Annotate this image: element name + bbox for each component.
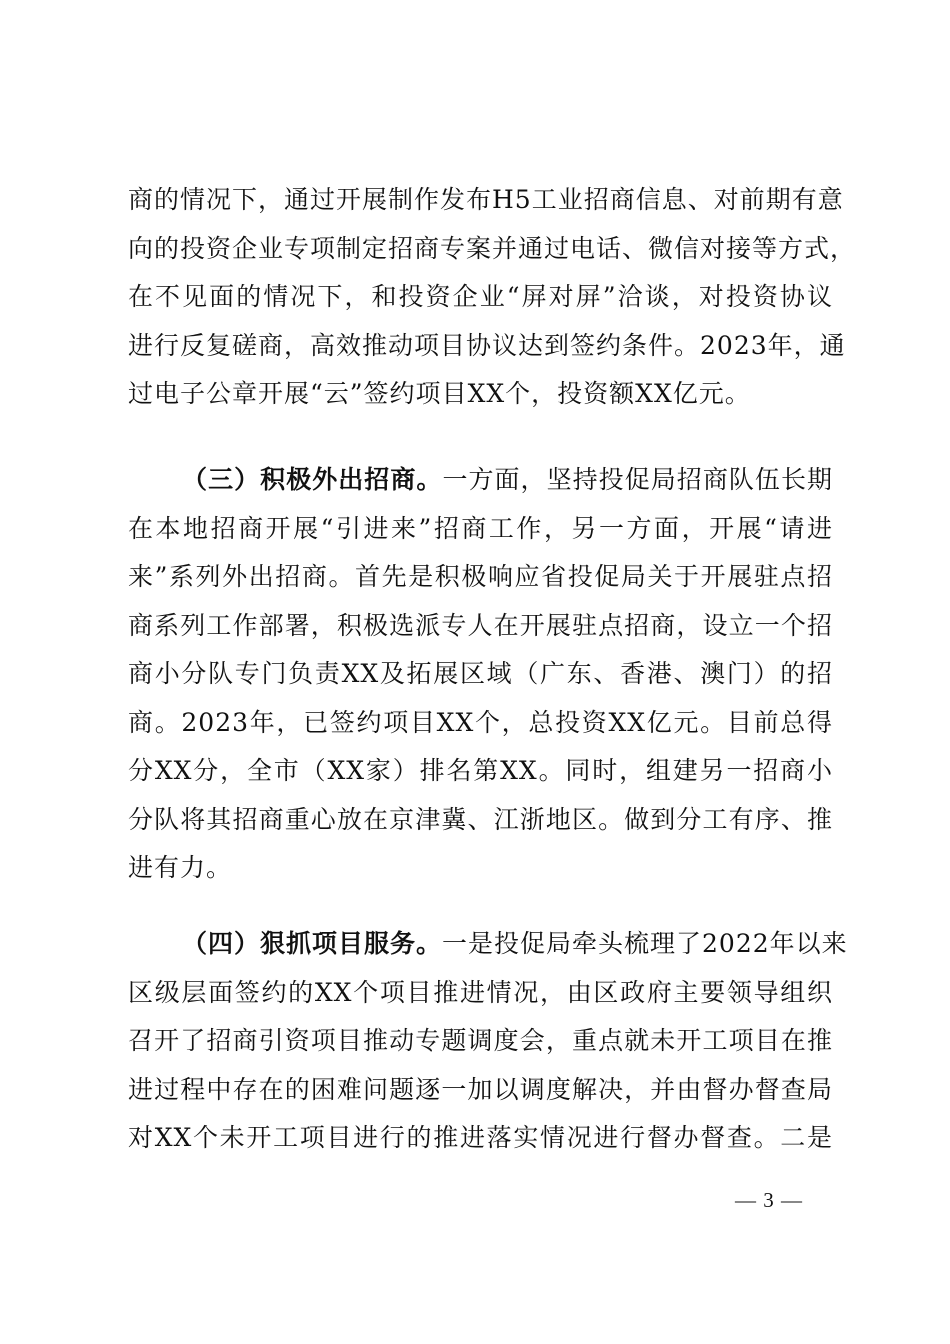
text-line: 分队将其招商重心放在京津冀、江浙地区。做到分工有序、推: [128, 804, 833, 834]
paragraph-section-4: [128, 920, 848, 1163]
text-line-first: [128, 920, 848, 969]
text-line: 商的情况下，通过开展制作发布H5工业招商信息、对前期有意: [128, 185, 844, 214]
paragraph-continuation: [128, 176, 857, 419]
text-line: 召开了招商引资项目推动专题调度会，重点就未开工项目在推: [128, 1026, 833, 1055]
text-line: 分XX分，全市（XX家）排名第XX。同时，组建另一招商小: [128, 756, 833, 785]
text-line: 商。2023年，已签约项目XX个，总投资XX亿元。目前总得: [128, 707, 833, 737]
text-line: 区级层面签约的XX个项目推进情况，由区政府主要领导组织: [128, 977, 833, 1007]
text-line: 来”系列外出招商。首先是积极响应省投促局关于开展驻点招: [128, 562, 833, 591]
text-line: 向的投资企业专项制定招商专案并通过电话、微信对接等方式，: [128, 233, 857, 263]
text-line: 进过程中存在的困难问题逐一加以调度解决，并由督办督查局: [128, 1074, 833, 1104]
paragraph-section-3: [128, 456, 833, 893]
text-line: 进有力。: [128, 853, 233, 882]
text-line: 进行反复磋商，高效推动项目协议达到签约条件。2023年，通: [128, 330, 846, 360]
text-run: 一方面，坚持投促局招商队伍长期: [442, 465, 833, 494]
text-line: 对XX个未开工项目进行的推进落实情况进行督办督查。二是: [128, 1123, 833, 1152]
section-heading: （三）积极外出招商。: [182, 465, 443, 494]
text-line: 商小分队专门负责XX及拓展区域（广东、香港、澳门）的招: [128, 659, 833, 688]
section-heading: （四）狠抓项目服务。: [182, 929, 443, 958]
text-run: 一是投促局牵头梳理了2022年以来: [442, 929, 848, 958]
text-line: 过电子公章开展“云”签约项目XX个，投资额XX亿元。: [128, 379, 751, 408]
text-line: 在本地招商开展“引进来”招商工作，另一方面，开展“请进: [128, 513, 833, 543]
text-line-first: [128, 456, 833, 505]
text-line: 在不见面的情况下，和投资企业“屏对屏”洽谈，对投资协议: [128, 282, 833, 311]
text-line: 商系列工作部署，积极选派专人在开展驻点招商，设立一个招: [128, 610, 833, 640]
page-number: — 3 —: [735, 1188, 803, 1212]
